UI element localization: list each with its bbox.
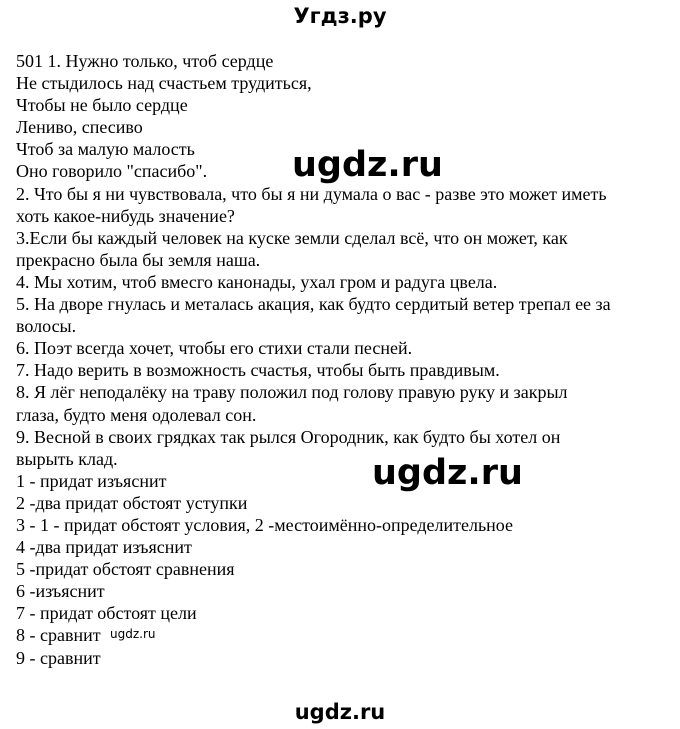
text-line: 6. Поэт всегда хочет, чтобы его стихи стали песней.: [16, 338, 413, 359]
text-line: 7 - придат обстоят цели: [16, 603, 197, 624]
text-line: 1 - придат изъяснит: [16, 470, 167, 491]
text-line: 6 -изъяснит: [16, 581, 105, 602]
text-line: вырыть клад.: [16, 448, 118, 469]
text-line: 2 -два придат обстоят уступки: [16, 492, 248, 513]
text-line: 4. Мы хотим, чтоб вмесго канонады, ухал гром и радуга цвела.: [16, 271, 498, 292]
watermark-center: ugdz.ru: [292, 145, 443, 185]
text-line: Не стыдилось над счастьем трудиться,: [16, 73, 312, 94]
text-line: глаза, будто меня одолевал сон.: [16, 404, 257, 425]
text-line: прекрасно была бы земля наша.: [16, 249, 261, 270]
text-line: Чтобы не было сердце: [16, 95, 188, 116]
text-line: 501 1. Нужно только, чтоб сердце: [16, 51, 274, 71]
text-line: 3.Если бы каждый человек на куске земли сделал всё, что он может, как: [16, 227, 568, 248]
answer-text: [16, 50, 676, 669]
text-line: 8 - сравнит: [16, 625, 101, 646]
text-line: 7. Надо верить в возможность счастья, чтобы быть правдивым.: [16, 360, 500, 381]
text-line: хоть какое-нибудь значение?: [16, 205, 235, 226]
text-line: 3 - 1 - придат обстоят условия, 2 -местоимённо-определительное: [16, 514, 514, 535]
text-line: 2. Что бы я ни чувствовала, что бы я ни думала о вас - разве это может иметь: [16, 183, 607, 204]
text-line: 9 - сравнит: [16, 647, 101, 668]
text-line: 8. Я лёг неподалёку на траву положил под голову правую руку и закрыл: [16, 382, 568, 403]
site-footer: ugdz.ru: [294, 700, 386, 724]
text-line: 9. Весной в своих грядках так рылся Огородник, как будто бы хотел он: [16, 426, 561, 447]
text-line: 5. На дворе гнулась и металась акация, как будто сердитый ветер трепал ее за: [16, 294, 611, 315]
text-line: 5 -придат обстоят сравнения: [16, 559, 235, 580]
text-line: Оно говорило "спасибо".: [16, 161, 208, 182]
text-line: волосы.: [16, 316, 77, 337]
text-line: Чтоб за малую малость: [16, 139, 195, 160]
watermark-lower: ugdz.ru: [372, 453, 523, 493]
site-header: Угдз.ру: [293, 4, 387, 28]
text-line: Лениво, спесиво: [16, 117, 143, 138]
text-line: 4 -два придат изъяснит: [16, 537, 192, 558]
watermark-small: ugdz.ru: [110, 627, 156, 641]
